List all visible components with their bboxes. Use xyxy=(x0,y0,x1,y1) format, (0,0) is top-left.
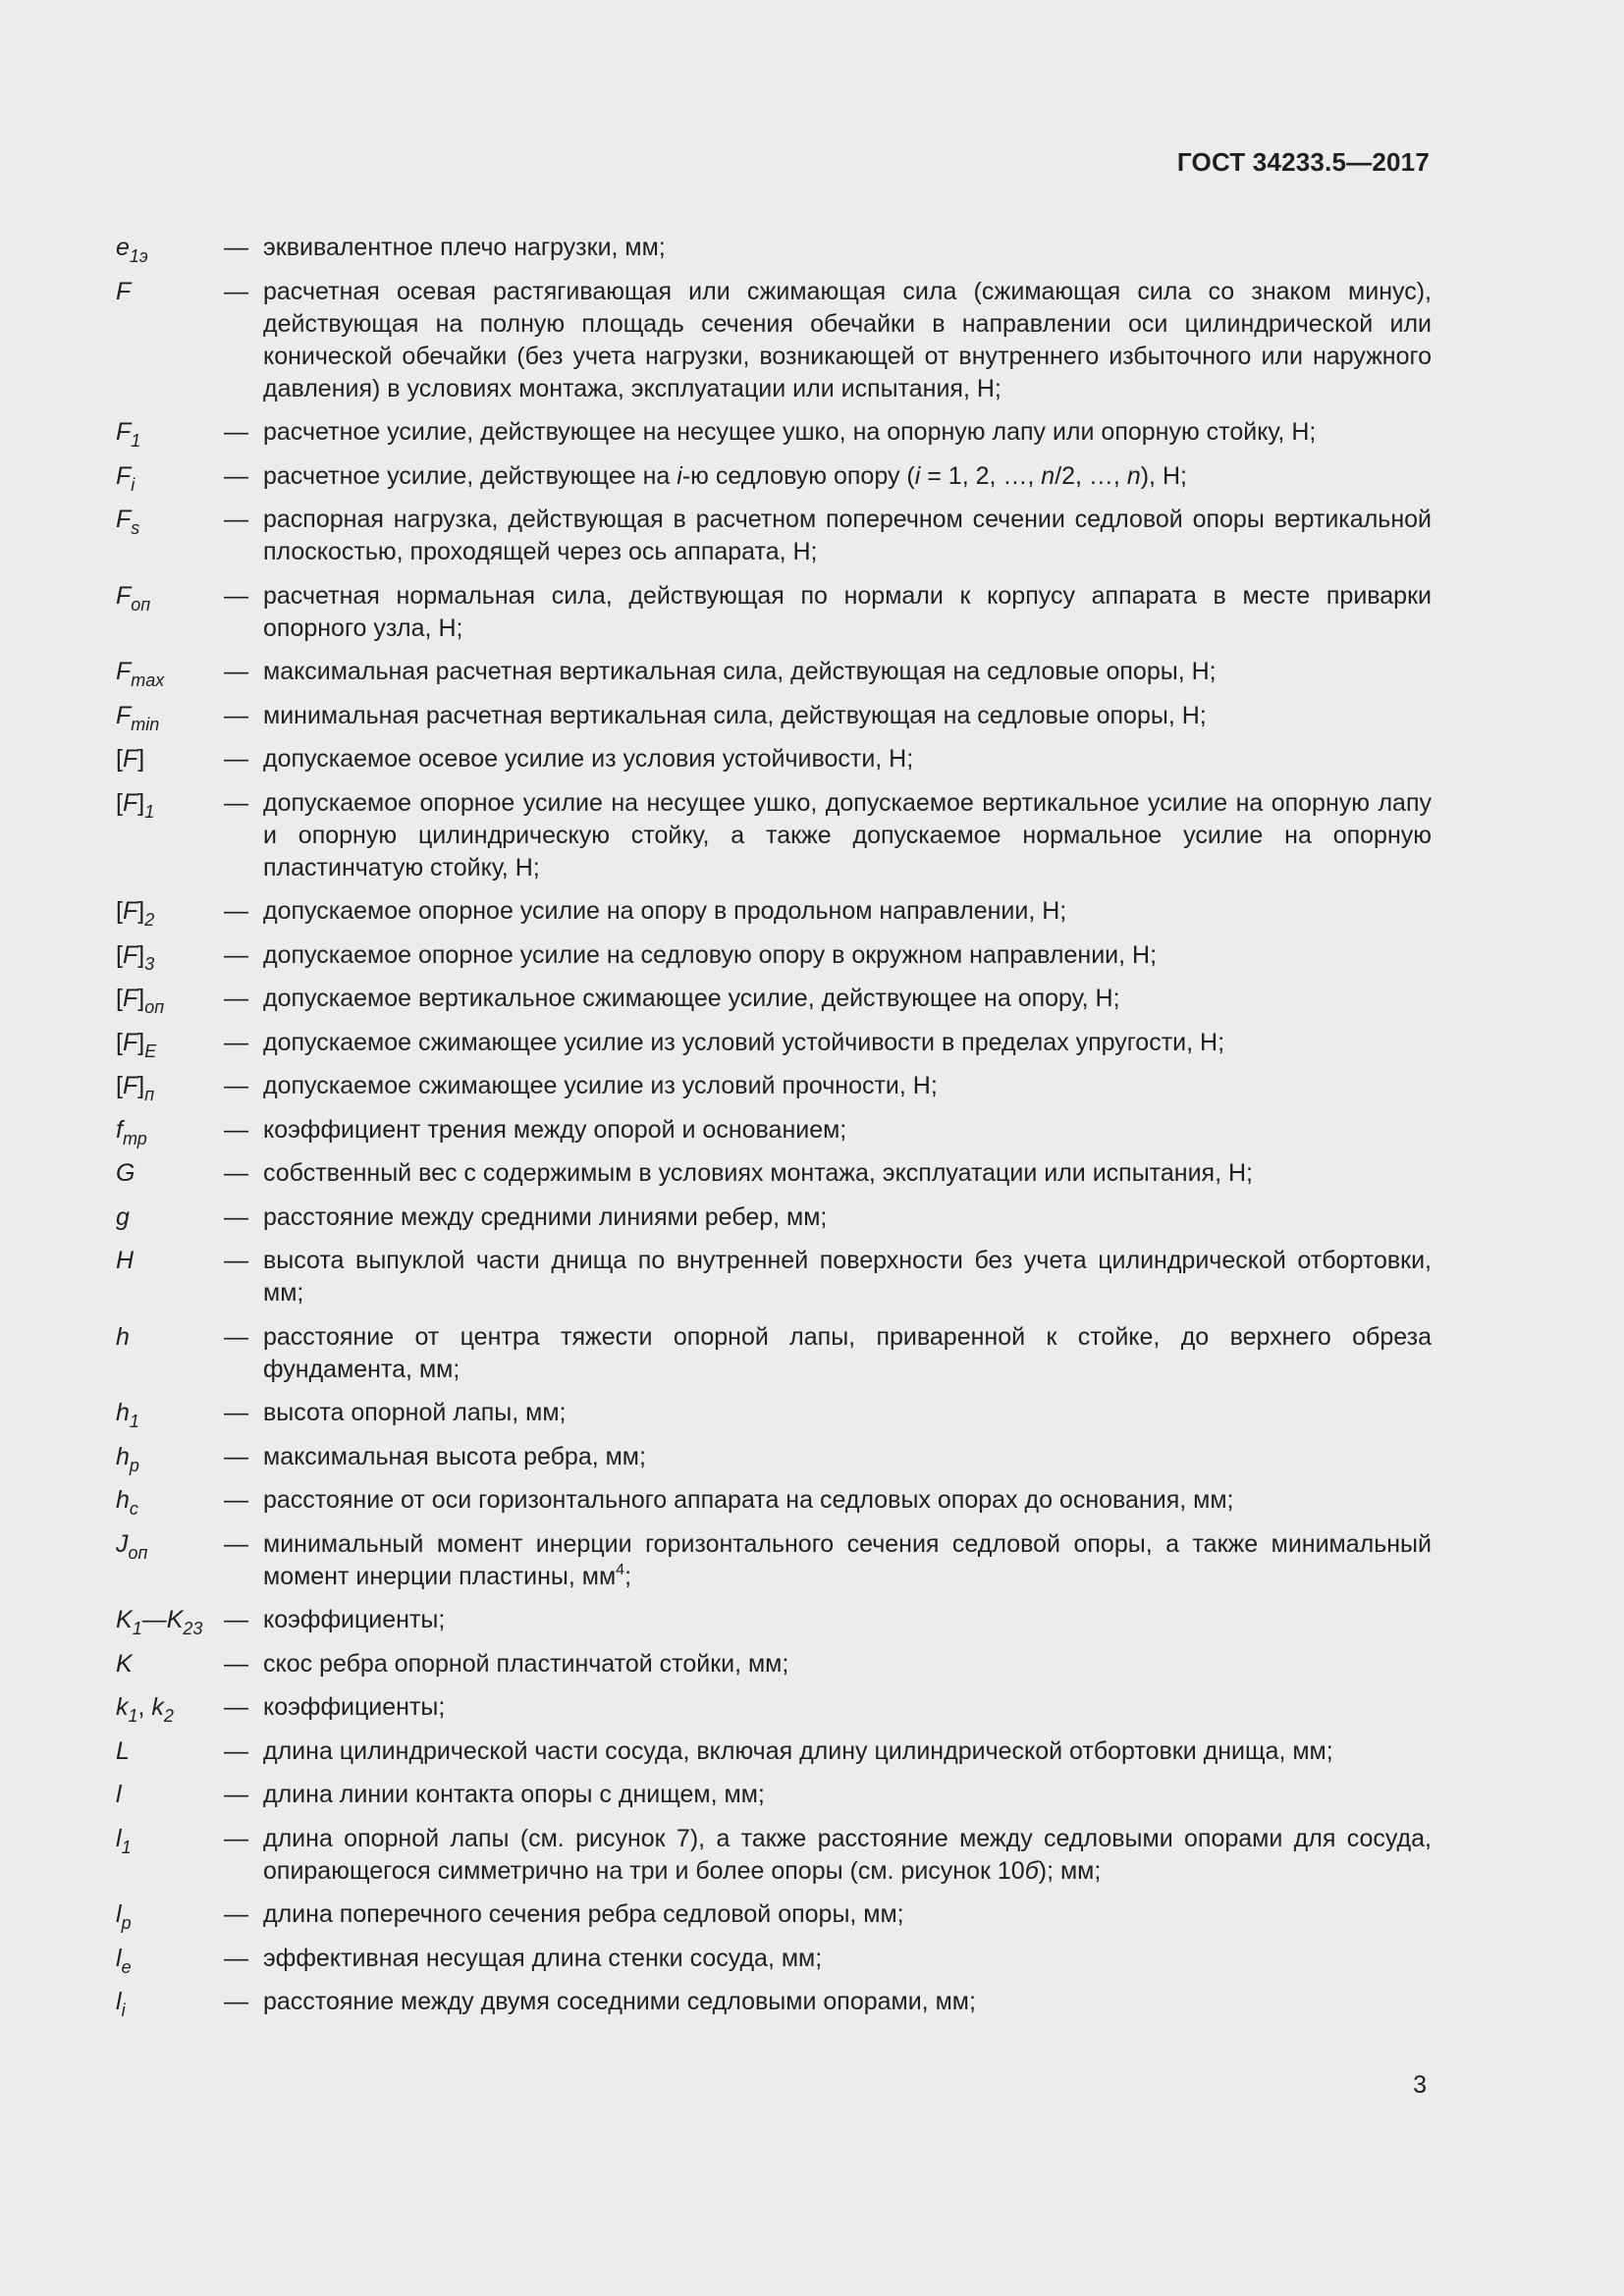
definition-symbol: g xyxy=(116,1202,130,1231)
definition-row xyxy=(116,1441,1432,1473)
definition-symbol: $l_i$ xyxy=(116,1988,126,2020)
definition-dash: — xyxy=(224,701,248,729)
page-number: 3 xyxy=(1413,2071,1427,2099)
definition-symbol: F xyxy=(116,277,132,305)
definition-row xyxy=(116,983,1432,1015)
definition-row xyxy=(116,1201,1432,1234)
definition-text: коэффициенты; xyxy=(263,1606,446,1633)
definition-symbol: H xyxy=(116,1247,135,1274)
definition-text: допускаемое вертикальное сжимающее усилие, действующее на опору, Н; xyxy=(263,985,1120,1012)
definition-dash: — xyxy=(224,1736,248,1765)
definition-dash: — xyxy=(224,1824,248,1852)
definition-text: минимальный момент инерции горизонтального сечения седловой опоры, а также минимальный момент инерции пластины, $мм^4$; xyxy=(263,1529,1432,1590)
definition-text: эффективная несущая длина стенки сосуда, мм; xyxy=(263,1944,823,1972)
definition-dash: — xyxy=(224,1900,248,1928)
definition-text: длина линии контакта опоры с днищем, мм; xyxy=(263,1781,765,1808)
definition-dash: — xyxy=(224,506,248,533)
definition-text: расчетная осевая растягивающая или сжимающая сила (сжимающая сила со знаком минус), действующая на полную площадь сечения обечайки в направлении оси цилиндрической или конической обечайки (без учета нагрузки, возникающей от внутреннего избыточного или наружного давления) в условиях монтажа, эксплуатации или испытания, Н; xyxy=(263,277,1432,402)
definition-text: допускаемое опорное усилие на несущее ушко, допускаемое вертикальное усилие на опорную лапу и опорную цилиндрическую стойку, а также допускаемое нормальное усилие на опорную пластинчатую стойку, Н; xyxy=(263,788,1432,881)
definition-text: длина опорной лапы (см. рисунок 7), а также расстояние между седловыми опорами для сосуда, опирающегося симметрично на три и более опоры (см. рисунок 10б); мм; xyxy=(263,1824,1432,1885)
definition-text: допускаемое опорное усилие на опору в продольном направлении, Н; xyxy=(263,897,1067,925)
definition-dash: — xyxy=(224,1247,248,1274)
definition-row xyxy=(116,1528,1432,1593)
definition-text: расстояние от центра тяжести опорной лапы, приваренной к стойке, до верхнего обреза фундамента, мм; xyxy=(263,1322,1432,1383)
definition-dash: — xyxy=(224,985,248,1012)
definition-dash: — xyxy=(224,1693,248,1721)
definition-text: расстояние от оси горизонтального аппарата на седловых опорах до основания, мм; xyxy=(263,1486,1234,1514)
definition-row xyxy=(116,1735,1432,1768)
definition-dash: — xyxy=(224,1159,248,1187)
definition-row xyxy=(116,580,1432,645)
definition-symbol: $l_р$ xyxy=(116,1900,132,1933)
definition-dash: — xyxy=(224,277,248,305)
definition-symbol: $K_1—K_{23}$ xyxy=(116,1606,203,1638)
definition-text: расстояние между средними линиями ребер, мм; xyxy=(263,1202,828,1231)
definition-symbol: K xyxy=(116,1649,133,1678)
definition-dash: — xyxy=(224,1529,248,1558)
definition-text: максимальная высота ребра, мм; xyxy=(263,1442,646,1470)
definition-row xyxy=(116,787,1432,884)
definition-dash: — xyxy=(224,1781,248,1808)
definition-row xyxy=(116,1245,1432,1309)
definition-text: минимальная расчетная вертикальная сила, действующая на седловые опоры, Н; xyxy=(263,701,1207,729)
definition-text: максимальная расчетная вертикальная сила, действующая на седловые опоры, Н; xyxy=(263,658,1217,685)
definition-symbol: $l_e$ xyxy=(116,1944,132,1977)
definition-row xyxy=(116,460,1432,493)
definition-symbol: L xyxy=(116,1736,130,1765)
definition-text: коэффициент трения между опорой и основанием; xyxy=(263,1115,847,1144)
definition-symbol: $F_{оп}$ xyxy=(116,581,151,614)
definition-text: эквивалентное плечо нагрузки, мм; xyxy=(263,234,666,261)
definition-row xyxy=(116,700,1432,732)
definition-row xyxy=(116,743,1432,775)
definition-row xyxy=(116,1484,1432,1517)
definition-symbol: $F_{min}$ xyxy=(116,701,160,734)
definition-symbol: $J_{оп}$ xyxy=(116,1529,148,1563)
definition-row xyxy=(116,232,1432,264)
definition-symbol: $h_р$ xyxy=(116,1442,139,1475)
definition-row xyxy=(116,1157,1432,1190)
definition-row xyxy=(116,939,1432,972)
definition-dash: — xyxy=(224,234,248,261)
definition-row xyxy=(116,1648,1432,1681)
definition-row xyxy=(116,1898,1432,1931)
definition-symbol: $[F]_п$ xyxy=(116,1072,155,1104)
definition-dash: — xyxy=(224,1442,248,1470)
definition-row xyxy=(116,1779,1432,1811)
definition-row xyxy=(116,1114,1432,1147)
definition-dash: — xyxy=(224,1399,248,1426)
definition-symbol: G xyxy=(116,1159,135,1187)
definition-text: скос ребра опорной пластинчатой стойки, мм; xyxy=(263,1649,789,1678)
definition-dash: — xyxy=(224,1028,248,1056)
definition-row xyxy=(116,1691,1432,1724)
definition-row xyxy=(116,1986,1432,2018)
definition-text: расстояние между двумя соседними седловыми опорами, мм; xyxy=(263,1988,976,2015)
definition-dash: — xyxy=(224,1988,248,2015)
definition-symbol: $[F]_3$ xyxy=(116,940,155,974)
definition-row xyxy=(116,1070,1432,1102)
definition-dash: — xyxy=(224,1944,248,1972)
definition-symbol: $F_s$ xyxy=(116,506,140,538)
definition-dash: — xyxy=(224,1649,248,1678)
definition-symbol: l xyxy=(116,1781,122,1808)
document-header: ГОСТ 34233.5—2017 xyxy=(1176,147,1430,177)
definition-dash: — xyxy=(224,1606,248,1633)
definition-symbol: $[F]_E$ xyxy=(116,1028,157,1061)
definition-dash: — xyxy=(224,1202,248,1231)
definition-row xyxy=(116,276,1432,405)
definition-symbol: $k_1$, $k_2$ xyxy=(116,1693,174,1726)
definition-row xyxy=(116,1943,1432,1975)
definition-text: коэффициенты; xyxy=(263,1693,446,1721)
definition-symbol: $[F]_{оп}$ xyxy=(116,985,165,1017)
definition-row xyxy=(116,656,1432,688)
definition-row xyxy=(116,1321,1432,1386)
definition-row xyxy=(116,1397,1432,1429)
definition-text: расчетное усилие, действующее на i-ю седловую опору (i = 1, 2, …, n/2, …, n), Н; xyxy=(263,461,1187,490)
definition-dash: — xyxy=(224,461,248,490)
definition-row xyxy=(116,504,1432,568)
definition-symbol: $e_{1э}$ xyxy=(116,234,148,266)
definition-text: допускаемое сжимающее усилие из условий прочности, Н; xyxy=(263,1072,938,1099)
definition-text: расчетное усилие, действующее на несущее ушко, на опорную лапу или опорную стойку, Н; xyxy=(263,418,1317,446)
definition-dash: — xyxy=(224,897,248,925)
definition-text: распорная нагрузка, действующая в расчетном поперечном сечении седловой опоры вертикальной плоскостью, проходящей через ось аппарата, Н; xyxy=(263,506,1432,565)
definition-text: допускаемое осевое усилие из условия устойчивости, Н; xyxy=(263,745,914,773)
definition-dash: — xyxy=(224,418,248,446)
definition-symbol: $h_c$ xyxy=(116,1486,138,1519)
definition-row xyxy=(116,1027,1432,1059)
definition-symbol: $h_1$ xyxy=(116,1399,139,1431)
definition-text: допускаемое сжимающее усилие из условий устойчивости в пределах упругости, Н; xyxy=(263,1028,1225,1056)
definition-dash: — xyxy=(224,658,248,685)
definition-text: длина цилиндрической части сосуда, включая длину цилиндрической отбортовки днища, мм; xyxy=(263,1736,1333,1765)
definition-symbol: $F_i$ xyxy=(116,461,135,495)
definition-row xyxy=(116,1604,1432,1636)
definition-symbol: [F] xyxy=(116,745,145,773)
definitions-list xyxy=(116,232,1432,2030)
definition-dash: — xyxy=(224,940,248,969)
definition-dash: — xyxy=(224,788,248,817)
definition-symbol: $[F]_1$ xyxy=(116,788,155,822)
definition-text: высота опорной лапы, мм; xyxy=(263,1399,567,1426)
definition-dash: — xyxy=(224,1072,248,1099)
definition-dash: — xyxy=(224,581,248,610)
definition-text: высота выпуклой части днища по внутренней поверхности без учета цилиндрической отбортовки, мм; xyxy=(263,1247,1432,1307)
definition-symbol: $l_1$ xyxy=(116,1824,132,1857)
definition-symbol: $F_1$ xyxy=(116,418,141,451)
definition-row xyxy=(116,416,1432,449)
definition-dash: — xyxy=(224,1115,248,1144)
definition-symbol: $F_{max}$ xyxy=(116,658,165,690)
definition-symbol: $f_{тр}$ xyxy=(116,1115,147,1148)
definition-row xyxy=(116,895,1432,928)
definition-symbol: h xyxy=(116,1322,130,1351)
definition-symbol: $[F]_2$ xyxy=(116,897,155,930)
definition-row xyxy=(116,1823,1432,1888)
definition-text: допускаемое опорное усилие на седловую опору в окружном направлении, Н; xyxy=(263,940,1158,969)
definition-text: расчетная нормальная сила, действующая по нормали к корпусу аппарата в месте приварки опорного узла, Н; xyxy=(263,581,1432,642)
definition-text: длина поперечного сечения ребра седловой опоры, мм; xyxy=(263,1900,904,1928)
definition-dash: — xyxy=(224,1486,248,1514)
definition-dash: — xyxy=(224,745,248,773)
definition-dash: — xyxy=(224,1322,248,1351)
definition-text: собственный вес с содержимым в условиях монтажа, эксплуатации или испытания, Н; xyxy=(263,1159,1253,1187)
